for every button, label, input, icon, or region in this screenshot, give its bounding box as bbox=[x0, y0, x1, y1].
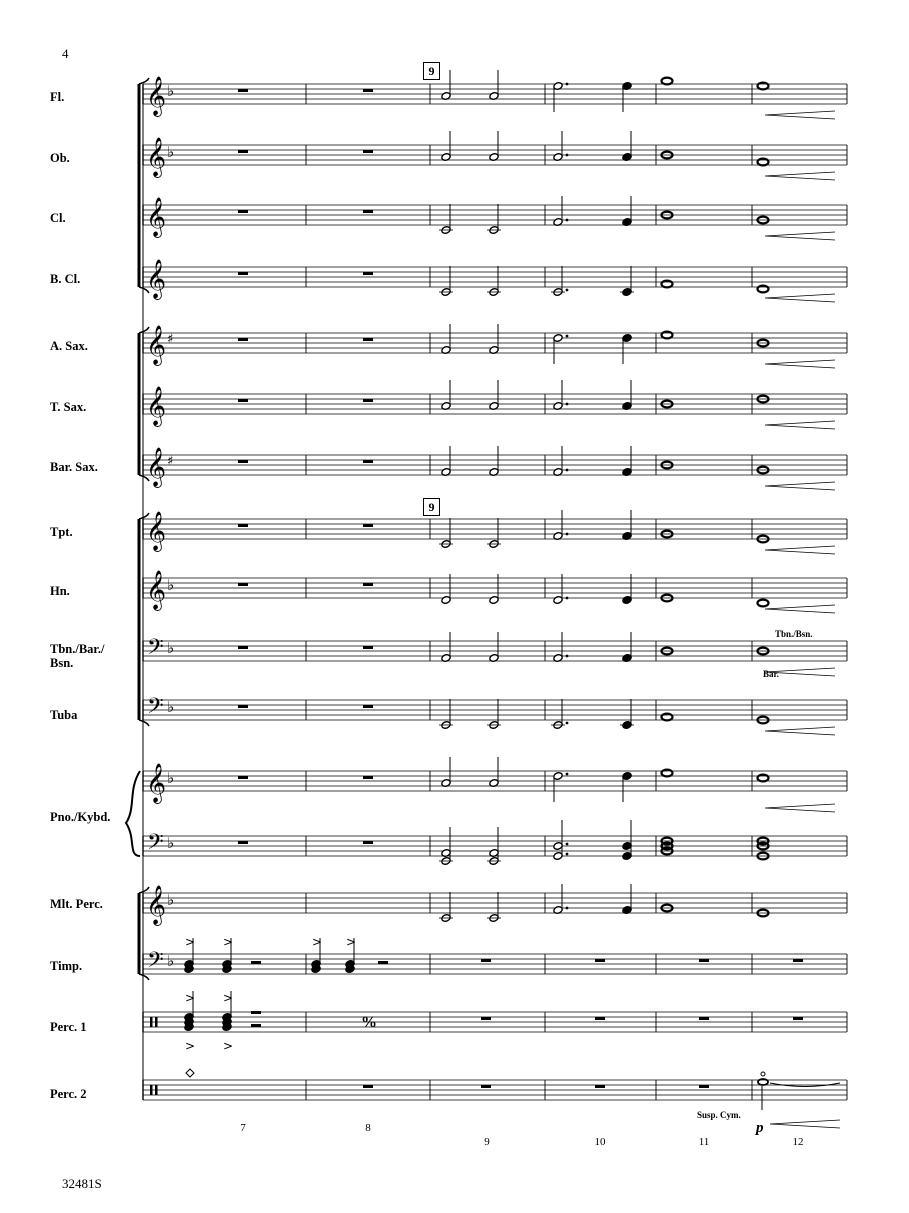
rehearsal-mark-brass: 9 bbox=[423, 498, 440, 516]
bass-clef-icon: 𝄢 bbox=[147, 830, 164, 860]
flat-icon: ♭ bbox=[167, 769, 175, 787]
whole-rest bbox=[363, 272, 373, 275]
whole-rest bbox=[238, 338, 248, 341]
crescendo-hairpin bbox=[765, 727, 835, 735]
label-horn: Hn. bbox=[50, 584, 70, 598]
label-piano: Pno./Kybd. bbox=[50, 810, 111, 824]
flat-icon: ♭ bbox=[167, 576, 175, 594]
treble-clef-icon: 𝄞 bbox=[146, 511, 167, 551]
whole-rest bbox=[363, 89, 373, 92]
crescendo-hairpin bbox=[765, 804, 835, 812]
treble-clef-icon: 𝄞 bbox=[146, 386, 167, 426]
dot bbox=[566, 469, 569, 472]
half-rest bbox=[378, 961, 388, 964]
whole-rest bbox=[699, 1085, 709, 1088]
label-clarinet: Cl. bbox=[50, 211, 66, 225]
whole-rest bbox=[699, 959, 709, 962]
whole-rest bbox=[363, 776, 373, 779]
whole-rest bbox=[793, 959, 803, 962]
susp-cym-annotation: Susp. Cym. bbox=[697, 1110, 741, 1120]
label-alto-sax: A. Sax. bbox=[50, 339, 88, 353]
whole-rest bbox=[363, 150, 373, 153]
percussion-clef-icon bbox=[155, 1017, 158, 1027]
whole-rest bbox=[238, 210, 248, 213]
treble-clef-icon: 𝄞 bbox=[146, 197, 167, 237]
whole-rest bbox=[238, 524, 248, 527]
whole-rest bbox=[238, 460, 248, 463]
bass-clef-icon: 𝄢 bbox=[147, 635, 164, 665]
measure-number-12: 12 bbox=[792, 1136, 804, 1148]
crescendo-hairpin bbox=[765, 360, 835, 368]
treble-clef-icon: 𝄞 bbox=[146, 885, 167, 925]
flat-icon: ♭ bbox=[167, 952, 175, 970]
crescendo-hairpin bbox=[765, 546, 835, 554]
accent-icon: > bbox=[346, 935, 357, 949]
accent-icon: > bbox=[312, 935, 323, 949]
whole-rest bbox=[481, 1085, 491, 1088]
crescendo-hairpin bbox=[765, 232, 835, 240]
whole-rest bbox=[238, 776, 248, 779]
rehearsal-mark-top: 9 bbox=[423, 62, 440, 80]
crescendo-hairpin bbox=[770, 1120, 840, 1128]
bass-clef-icon: 𝄢 bbox=[147, 694, 164, 724]
whole-rest bbox=[363, 210, 373, 213]
whole-rest bbox=[481, 959, 491, 962]
page-number: 4 bbox=[62, 46, 69, 61]
whole-note bbox=[758, 600, 769, 607]
whole-rest bbox=[363, 705, 373, 708]
crescendo-hairpin bbox=[765, 605, 835, 613]
crescendo-hairpin bbox=[765, 482, 835, 490]
dot bbox=[566, 335, 569, 338]
crescendo-hairpin bbox=[765, 172, 835, 180]
treble-clef-icon: 𝄞 bbox=[146, 137, 167, 177]
label-timpani: Timp. bbox=[50, 959, 83, 973]
whole-rest bbox=[238, 89, 248, 92]
half-rest bbox=[251, 1011, 261, 1014]
whole-note bbox=[662, 78, 673, 85]
accent-icon: > bbox=[223, 1039, 234, 1053]
dot bbox=[566, 597, 569, 600]
measure-number-11: 11 bbox=[698, 1136, 710, 1148]
whole-rest bbox=[363, 399, 373, 402]
whole-note bbox=[758, 159, 769, 166]
crescendo-hairpin bbox=[765, 111, 835, 119]
percussion-clef-icon bbox=[155, 1085, 158, 1095]
crescendo-hairpin bbox=[765, 294, 835, 302]
whole-rest bbox=[363, 646, 373, 649]
whole-rest bbox=[363, 841, 373, 844]
label-trombone: Tbn./Bar./ Bsn. bbox=[50, 642, 105, 670]
whole-rest bbox=[793, 1017, 803, 1020]
dot bbox=[566, 722, 569, 725]
whole-note bbox=[758, 1079, 768, 1085]
treble-clef-icon: 𝄞 bbox=[146, 763, 167, 803]
dot bbox=[566, 773, 569, 776]
whole-rest bbox=[363, 1085, 373, 1088]
whole-rest bbox=[363, 460, 373, 463]
accent-icon: > bbox=[223, 991, 234, 1005]
label-tenor-sax: T. Sax. bbox=[50, 400, 87, 414]
half-rest bbox=[251, 1024, 261, 1027]
whole-rest bbox=[363, 583, 373, 586]
crescendo-hairpin bbox=[765, 668, 835, 676]
whole-note bbox=[758, 83, 769, 90]
label-trumpet: Tpt. bbox=[50, 525, 73, 539]
flat-icon: ♭ bbox=[167, 698, 175, 716]
sharp-icon: ♯ bbox=[167, 454, 174, 469]
sharp-icon: ♯ bbox=[167, 332, 174, 347]
label-tuba: Tuba bbox=[50, 708, 78, 722]
accent-icon: > bbox=[185, 1039, 196, 1053]
label-oboe: Ob. bbox=[50, 151, 70, 165]
flat-icon: ♭ bbox=[167, 639, 175, 657]
measure-number-10: 10 bbox=[594, 1136, 606, 1148]
label-bari-sax: Bar. Sax. bbox=[50, 460, 98, 474]
dot bbox=[566, 403, 569, 406]
measure-number-9: 9 bbox=[484, 1136, 490, 1148]
simile-mark: % bbox=[361, 1014, 377, 1031]
whole-note bbox=[662, 332, 673, 339]
dynamic-p: p bbox=[756, 1120, 764, 1136]
whole-rest bbox=[238, 841, 248, 844]
whole-note bbox=[758, 775, 769, 782]
whole-rest bbox=[238, 705, 248, 708]
dot bbox=[566, 83, 569, 86]
measure-number-8: 8 bbox=[365, 1122, 371, 1134]
whole-rest bbox=[238, 583, 248, 586]
dot bbox=[566, 907, 569, 910]
whole-rest bbox=[595, 1085, 605, 1088]
whole-note bbox=[662, 281, 673, 288]
label-perc-1: Perc. 1 bbox=[50, 1020, 87, 1034]
accent-icon: > bbox=[223, 935, 234, 949]
dot bbox=[566, 533, 569, 536]
whole-rest bbox=[238, 150, 248, 153]
flat-icon: ♭ bbox=[167, 834, 175, 852]
catalog-number: 32481S bbox=[62, 1176, 102, 1191]
crescendo-hairpin bbox=[765, 421, 835, 429]
label-perc-2: Perc. 2 bbox=[50, 1087, 87, 1101]
accent-icon: > bbox=[185, 991, 196, 1005]
dot bbox=[566, 655, 569, 658]
dot bbox=[566, 289, 569, 292]
flat-icon: ♭ bbox=[167, 82, 175, 100]
whole-rest bbox=[481, 1017, 491, 1020]
whole-note bbox=[662, 770, 673, 777]
accent-icon: > bbox=[185, 935, 196, 949]
half-rest bbox=[251, 961, 261, 964]
dot bbox=[566, 219, 569, 222]
flat-icon: ♭ bbox=[167, 143, 175, 161]
dot bbox=[566, 843, 569, 846]
treble-clef-icon: 𝄞 bbox=[146, 325, 167, 365]
label-flute: Fl. bbox=[50, 90, 65, 104]
whole-rest bbox=[238, 399, 248, 402]
percussion-clef-icon bbox=[150, 1017, 153, 1027]
whole-rest bbox=[595, 1017, 605, 1020]
whole-rest bbox=[699, 1017, 709, 1020]
treble-clef-icon: 𝄞 bbox=[146, 447, 167, 487]
diamond-note bbox=[186, 1069, 194, 1077]
whole-rest bbox=[363, 338, 373, 341]
treble-clef-icon: 𝄞 bbox=[146, 570, 167, 610]
whole-note bbox=[662, 714, 673, 721]
dot bbox=[566, 853, 569, 856]
piano-brace bbox=[126, 771, 140, 856]
whole-rest bbox=[238, 646, 248, 649]
whole-note bbox=[758, 286, 769, 293]
whole-rest bbox=[238, 272, 248, 275]
treble-clef-icon: 𝄞 bbox=[146, 259, 167, 299]
measure-number-7: 7 bbox=[240, 1122, 246, 1134]
label-mallet-perc: Mlt. Perc. bbox=[50, 897, 103, 911]
dot bbox=[566, 154, 569, 157]
whole-rest bbox=[363, 524, 373, 527]
bass-clef-icon: 𝄢 bbox=[147, 948, 164, 978]
tbn-bsn-annotation: Tbn./Bsn. bbox=[775, 629, 813, 639]
treble-clef-icon: 𝄞 bbox=[146, 76, 167, 116]
bar-annotation: Bar. bbox=[763, 669, 779, 679]
whole-rest bbox=[595, 959, 605, 962]
label-bass-clarinet: B. Cl. bbox=[50, 272, 81, 286]
percussion-clef-icon bbox=[150, 1085, 153, 1095]
open-note bbox=[761, 1072, 765, 1076]
flat-icon: ♭ bbox=[167, 891, 175, 909]
